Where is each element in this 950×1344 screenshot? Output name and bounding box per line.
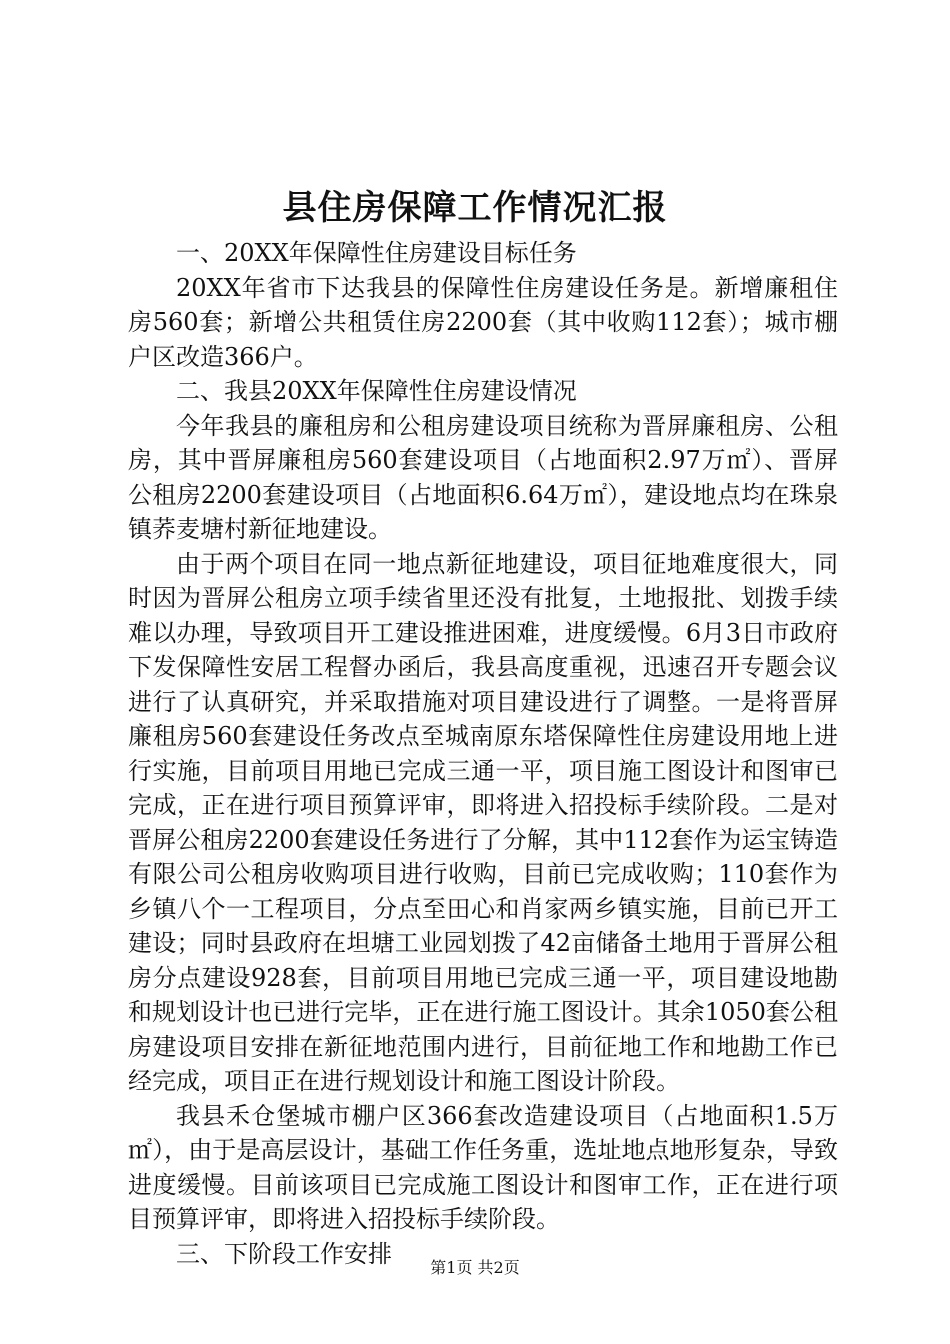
page-number: 第1页 共2页: [430, 1258, 520, 1277]
document-title: 县住房保障工作情况汇报: [282, 188, 668, 228]
section-heading-2: 二、我县20XX年保障性住房建设情况: [176, 377, 577, 405]
paragraph-targets: 20XX年省市下达我县的保障性住房建设任务是。新增廉租住房560套；新增公共租赁住房2200套（其中收购112套）；城市棚户区改造366户。: [128, 273, 838, 371]
paragraph-shanty-renovation: 我县禾仓堡城市棚户区366套改造建设项目（占地面积1.5万㎡），由于是高层设计，基础工作任务重，选址地点地形复杂，导致进度缓慢。目前该项目已完成施工图设计和图审工作，正在进行项目预算评审，即将进入招投标手续阶段。: [128, 1101, 838, 1233]
section-heading-1: 一、20XX年保障性住房建设目标任务: [176, 239, 577, 267]
section-heading-3: 三、下阶段工作安排: [176, 1239, 392, 1268]
document-body: [128, 236, 838, 1271]
paragraph-progress: 由于两个项目在同一地点新征地建设，项目征地难度很大，同时因为晋屏公租房立项手续省里还没有批复，土地报批、划拨手续难以办理，导致项目开工建设推进困难，进度缓慢。6月3日市政府下发保障性安居工程督办函后，我县高度重视，迅速召开专题会议进行了认真研究，并采取措施对项目建设进行了调整。一是将晋屏廉租房560套建设任务改点至城南原东塔保障性住房建设用地上进行实施，目前项目用地已完成三通一平，项目施工图设计和图审已完成，正在进行项目预算评审，即将进入招投标手续阶段。二是对晋屏公租房2200套建设任务进行了分解，其中112套作为运宝铸造有限公司公租房收购项目进行收购，目前已完成收购；110套作为乡镇八个一工程项目，分点至田心和肖家两乡镇实施，目前已开工建设；同时县政府在坦塘工业园划拨了42亩储备土地用于晋屏公租房分点建设928套，目前项目用地已完成三通一平，项目建设地勘和规划设计也已进行完毕，正在进行施工图设计。其余1050套公租房建设项目安排在新征地范围内进行，目前征地工作和地勘工作已经完成，项目正在进行规划设计和施工图设计阶段。: [128, 549, 838, 1095]
paragraph-projects: 今年我县的廉租房和公租房建设项目统称为晋屏廉租房、公租房，其中晋屏廉租房560套建设项目（占地面积2.97万㎡）、晋屏公租房2200套建设项目（占地面积6.64万㎡），建设地点均在珠泉镇荞麦塘村新征地建设。: [128, 411, 838, 543]
